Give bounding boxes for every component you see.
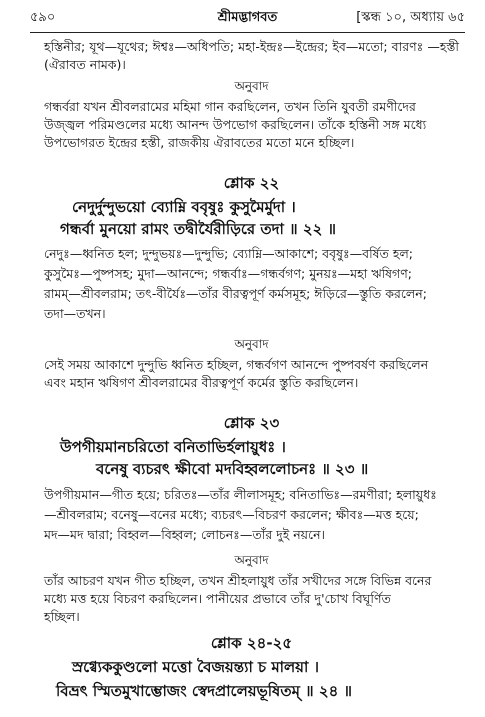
verse-line: উপগীয়মানচরিতো বনিতাভির্হলায়ুধঃ ।	[60, 438, 286, 456]
verse-23-translation	[44, 552, 459, 626]
synonyms-line: কুসুমৈঃ—পুষ্পসহ; মুদা—আনন্দে; গন্ধর্বাঃ—গন্ধর্বগণ; মুনয়ঃ—মহা ঋষিগণ;	[44, 266, 412, 281]
synonyms-line: —শ্রীবলরাম; বনেষু—বনের মধ্যে; ব্যচরৎ—বিচরণ করলেন; ক্ষীবঃ—মত্ত হয়ে;	[44, 507, 419, 522]
translation-line: গন্ধর্বরা যখন শ্রীবলরামের মহিমা গান করছিলেন, তখন তিনি যুবতী রমণীদের	[44, 99, 416, 114]
verse-22-translation	[44, 336, 459, 392]
verse-23-sanskrit-2	[96, 458, 459, 483]
synonyms-line: তদা—তখন।	[44, 306, 106, 321]
header-rule	[30, 32, 465, 33]
translation-line: তাঁর আচরণ যখন গীত হচ্ছিল, তখন শ্রীহলায়ুধ তাঁর সখীদের সঙ্গে বিভিন্ন বনের	[44, 573, 432, 588]
translation-line: উজ্জ্বল পরিমণ্ডলের মধ্যে আনন্দ উপভোগ করছিলেন। তাঁকে হস্তিনী সঙ্গ মধ্যে	[44, 117, 427, 132]
verse-line: স্রগ্ব্যেককুণ্ডলো মত্তো বৈজয়ন্ত্যা চ মালয়া ।	[72, 658, 319, 676]
page-number: ৫৯০	[30, 10, 56, 25]
book-title: শ্রীমদ্ভাগবত	[217, 10, 278, 25]
verse-line: বনেষু ব্যচরৎ ক্ষীবো মদবিহ্বললোচনঃ ॥ ২৩ ॥	[96, 460, 369, 478]
synonyms-line: নেদুঃ—ধ্বনিত হল; দুন্দুভয়ঃ—দুন্দুভি; ব্যোম্নি—আকাশে; ববৃষুঃ—বর্ষিত হল;	[44, 246, 413, 261]
verse-24-sanskrit	[72, 656, 459, 681]
verse-heading: শ্লোক ২৩	[223, 414, 280, 432]
translation-heading: অনুবাদ	[234, 337, 269, 351]
verse-24-sanskrit-2	[56, 680, 459, 705]
verse-heading: শ্লোক ২৪-২৫	[210, 634, 293, 652]
chapter-reference: [স্কন্ধ ১০, অধ্যায় ৬৫	[356, 10, 465, 25]
translation-21	[44, 78, 459, 152]
synonyms-line: উপগীয়মান—গীত হয়ে; চরিতঃ—তাঁর লীলাসমূহ; বনিতাভিঃ—রমণীরা; হলায়ুধঃ	[44, 487, 437, 502]
verse-23-synonyms	[44, 485, 459, 545]
verse-line: বিভ্রৎ স্মিতমুখাম্ভোজং স্বেদপ্রালেয়ভূষিতম্ ॥ ২৪ ॥	[56, 682, 353, 700]
verse-heading: শ্লোক ২২	[223, 174, 280, 192]
verse-line: গন্ধর্বা মুনয়ো রামং তদ্বীর্যৈরীড়িরে তদা ॥ ২২ ॥	[60, 220, 337, 238]
translation-line: মধ্যে মত্ত হয়ে বিচরণ করছিলেন। পানীয়ের প্রভাবে তাঁর দু'চোখ বিঘূর্ণিত	[44, 591, 391, 606]
intro-synonyms	[44, 38, 459, 74]
translation-line: এবং মহান ঋষিগণ শ্রীবলরামের বীরত্বপূর্ণ কর্মের স্তুতি করছিলেন।	[44, 375, 359, 390]
translation-line: উপভোগরত ইন্দ্রের হস্তী, রাজকীয় ঐরাবতের মতো মনে হচ্ছিল।	[44, 135, 355, 150]
verse-24-25-heading	[44, 632, 459, 657]
verse-22-sanskrit-2	[60, 218, 459, 243]
synonyms-text: হস্তিনীর; যূথ—যূথের; ঈশ্বঃ—অধিপতি; মহা-ইন্দ্রঃ—ইন্দ্রের; ইব—মতো; বারণঃ —হস্তী (ঐরাবত নামক)।	[44, 39, 459, 72]
translation-heading: অনুবাদ	[234, 553, 269, 567]
synonyms-line: রামম্—শ্রীবলরাম; তৎ-বীর্যৈঃ—তাঁর বীরত্বপূর্ণ কর্মসমূহ; ঈড়িরে—স্তুতি করলেন;	[44, 286, 427, 301]
translation-heading: অনুবাদ	[234, 79, 269, 93]
verse-22-synonyms	[44, 244, 459, 324]
running-header	[30, 8, 465, 30]
verse-22-heading	[44, 172, 459, 197]
verse-23-heading	[44, 412, 459, 437]
verse-line: নেদুর্দুন্দুভয়ো ব্যোম্নি ববৃষুঃ কুসুমৈর্মুদা ।	[72, 198, 296, 216]
synonyms-line: মদ—মদ দ্বারা; বিহ্বল—বিহ্বল; লোচনঃ—তাঁর দুই নয়নে।	[44, 527, 326, 542]
translation-line: সেই সময় আকাশে দুন্দুভি ধ্বনিত হচ্ছিল, গন্ধর্বগণ আনন্দে পুষ্পবর্ষণ করছিলেন	[44, 357, 429, 372]
translation-line: হচ্ছিল।	[44, 609, 80, 624]
